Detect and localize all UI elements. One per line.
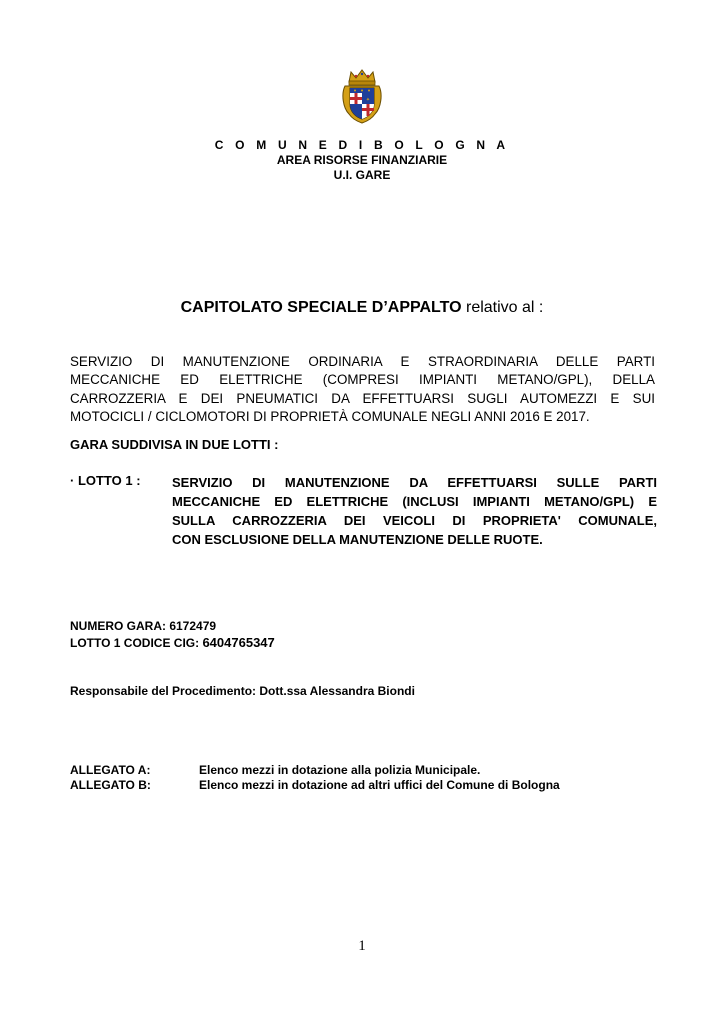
attachment-text: Elenco mezzi in dotazione alla polizia Municipale. bbox=[199, 763, 481, 777]
lots-heading: GARA SUDDIVISA IN DUE LOTTI : bbox=[70, 437, 279, 452]
lot1-line: MECCANICHE ED ELETTRICHE (INCLUSI IMPIANTI METANO/GPL) E bbox=[172, 494, 657, 509]
lot1-line: CON ESCLUSIONE DELLA MANUTENZIONE DELLE RUOTE. bbox=[172, 532, 543, 547]
attachment-text: Elenco mezzi in dotazione ad altri uffici del Comune di Bologna bbox=[199, 778, 560, 792]
header-area: AREA RISORSE FINANZIARIE bbox=[276, 153, 448, 167]
title-bold: CAPITOLATO SPECIALE D’APPALTO bbox=[180, 299, 462, 316]
cig-label: LOTTO 1 CODICE CIG: bbox=[70, 636, 203, 650]
lot1-line: SULLA CARROZZERIA DEI VEICOLI DI PROPRIETA' COMUNALE, bbox=[172, 513, 657, 528]
document-title bbox=[0, 298, 724, 318]
description-line: MECCANICHE ED ELETTRICHE (COMPRESI IMPIANTI METANO/GPL), DELLA bbox=[70, 372, 655, 388]
page-number: 1 bbox=[358, 938, 366, 954]
cig-value: 6404765347 bbox=[202, 635, 275, 650]
service-description bbox=[70, 353, 655, 427]
header-municipality: C O M U N E D I B O L O G N A bbox=[214, 138, 510, 152]
description-line: CARROZZERIA E DEI PNEUMATICI DA EFFETTUARSI SUGLI AUTOMEZZI E SUI bbox=[70, 390, 655, 406]
lot1-line: SERVIZIO DI MANUTENZIONE DA EFFETTUARSI SULLE PARTI bbox=[172, 475, 657, 490]
header-unit: U.I. GARE bbox=[333, 168, 391, 182]
coat-of-arms-icon bbox=[341, 68, 383, 124]
svg-text:✦: ✦ bbox=[365, 97, 371, 103]
attachment-label: ALLEGATO B: bbox=[70, 778, 151, 792]
title-normal: relativo al : bbox=[461, 299, 544, 316]
lot1-description bbox=[172, 473, 657, 549]
tender-number: NUMERO GARA: 6172479 bbox=[70, 619, 217, 633]
procedure-manager: Responsabile del Procedimento: Dott.ssa Alessandra Biondi bbox=[70, 684, 415, 698]
description-line: SERVIZIO DI MANUTENZIONE ORDINARIA E STRAORDINARIA DELLE PARTI bbox=[70, 354, 655, 369]
description-line: MOTOCICLI / CICLOMOTORI DI PROPRIETÀ COMUNALE NEGLI ANNI 2016 E 2017. bbox=[70, 409, 590, 425]
cig-code bbox=[70, 635, 275, 650]
lot1-label: · LOTTO 1 : bbox=[70, 473, 141, 488]
attachment-label: ALLEGATO A: bbox=[70, 763, 151, 777]
